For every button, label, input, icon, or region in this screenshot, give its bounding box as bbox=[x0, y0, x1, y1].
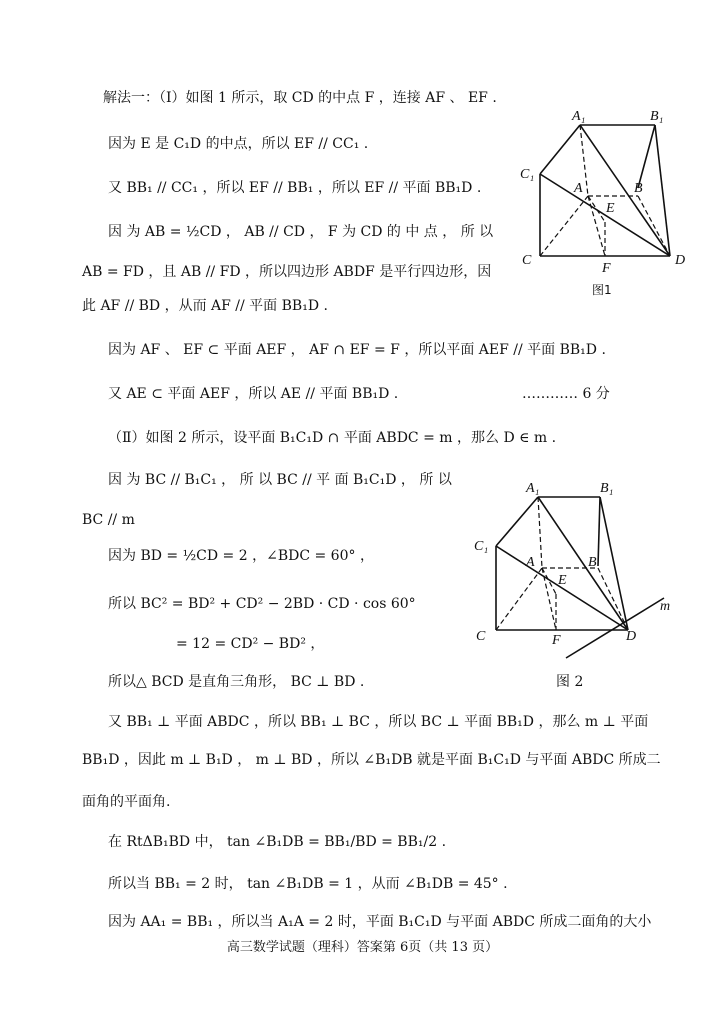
fig1-label-c1: C₁ bbox=[520, 167, 535, 182]
line-1: 解法一：（Ⅰ）如图 1 所示，取 CD 的中点 F ，连接 AF 、 EF . bbox=[103, 90, 497, 106]
figure-2-caption: 图 2 bbox=[556, 674, 584, 690]
fig1-label-c: C bbox=[522, 253, 532, 268]
line-12: 因为 BD = ½CD = 2 ，∠BDC = 60° ， bbox=[108, 548, 374, 564]
fig2-label-c: C bbox=[476, 629, 486, 644]
fig1-label-e: E bbox=[606, 201, 615, 216]
fig1-label-b1: B₁ bbox=[650, 109, 664, 124]
line-10: 因 为 BC // B₁C₁ ， 所 以 BC // 平 面 B₁C₁D ， 所 以 bbox=[108, 472, 452, 488]
fig2-label-a1: A₁ bbox=[526, 481, 540, 496]
fig2-label-e: E bbox=[558, 573, 567, 588]
line-6: 此 AF // BD ，从而 AF // 平面 BB₁D . bbox=[82, 298, 328, 314]
line-17: BB₁D ，因此 m ⊥ B₁D ， m ⊥ BD ，所以 ∠B₁DB 就是平面 B₁C₁D 与平面 ABDC 所成二 bbox=[82, 752, 661, 768]
score-note: ………… 6 分 bbox=[522, 386, 610, 402]
fig1-label-b: B bbox=[634, 181, 643, 196]
line-5: AB = FD ，且 AB // FD ，所以四边形 ABDF 是平行四边形，因 bbox=[82, 264, 492, 280]
line-14: = 12 = CD² − BD² ， bbox=[176, 636, 325, 652]
fig1-label-f: F bbox=[602, 261, 611, 276]
fig2-label-b: B bbox=[588, 555, 597, 570]
fig1-label-d: D bbox=[675, 253, 686, 268]
page-footer: 高三数学试题（理科）答案第 6页（共 13 页） bbox=[226, 940, 499, 955]
line-4: 因 为 AB = ½CD ， AB // CD ， F 为 CD 的 中 点 ， 所 以 bbox=[108, 224, 494, 240]
line-18: 面角的平面角. bbox=[82, 794, 171, 810]
line-8: 又 AE ⊂ 平面 AEF ，所以 AE // 平面 BB₁D . bbox=[108, 386, 399, 402]
fig2-label-m: m bbox=[660, 599, 671, 614]
line-13: 所以 BC² = BD² + CD² − 2BD · CD · cos 60° bbox=[108, 596, 416, 612]
figure-2 bbox=[468, 476, 678, 666]
line-19: 在 RtΔB₁BD 中， tan ∠B₁DB = BB₁/BD = BB₁/2 . bbox=[108, 834, 447, 850]
line-20: 所以当 BB₁ = 2 时， tan ∠B₁DB = 1 ，从而 ∠B₁DB = 45° . bbox=[108, 876, 508, 892]
line-15: 所以△ BCD 是直角三角形， BC ⊥ BD . bbox=[108, 674, 365, 690]
fig2-label-f: F bbox=[552, 633, 561, 648]
fig1-label-a1: A₁ bbox=[572, 109, 586, 124]
figure-1 bbox=[510, 104, 700, 304]
figure-1-caption: 图1 bbox=[592, 283, 612, 297]
line-21: 因为 AA₁ = BB₁ ，所以当 A₁A = 2 时，平面 B₁C₁D 与平面 ABDC 所成二面角的大小 bbox=[108, 914, 652, 930]
fig1-label-a: A bbox=[574, 181, 583, 196]
line-11: BC // m bbox=[82, 512, 135, 528]
fig2-label-b1: B₁ bbox=[600, 481, 614, 496]
fig2-label-c1: C₁ bbox=[474, 539, 489, 554]
line-3: 又 BB₁ // CC₁ ，所以 EF // BB₁ ，所以 EF // 平面 BB₁D . bbox=[108, 180, 482, 196]
fig2-label-a: A bbox=[526, 555, 535, 570]
line-16: 又 BB₁ ⊥ 平面 ABDC ，所以 BB₁ ⊥ BC ，所以 BC ⊥ 平面 BB₁D ，那么 m ⊥ 平面 bbox=[108, 714, 649, 730]
line-9: （Ⅱ）如图 2 所示，设平面 B₁C₁D ∩ 平面 ABDC = m ，那么 D ∈ m . bbox=[108, 430, 557, 446]
line-2: 因为 E 是 C₁D 的中点，所以 EF // CC₁ . bbox=[108, 136, 369, 152]
line-7: 因为 AF 、 EF ⊂ 平面 AEF ， AF ∩ EF = F ，所以平面 AEF // 平面 BB₁D . bbox=[108, 342, 606, 358]
fig2-label-d: D bbox=[626, 629, 637, 644]
